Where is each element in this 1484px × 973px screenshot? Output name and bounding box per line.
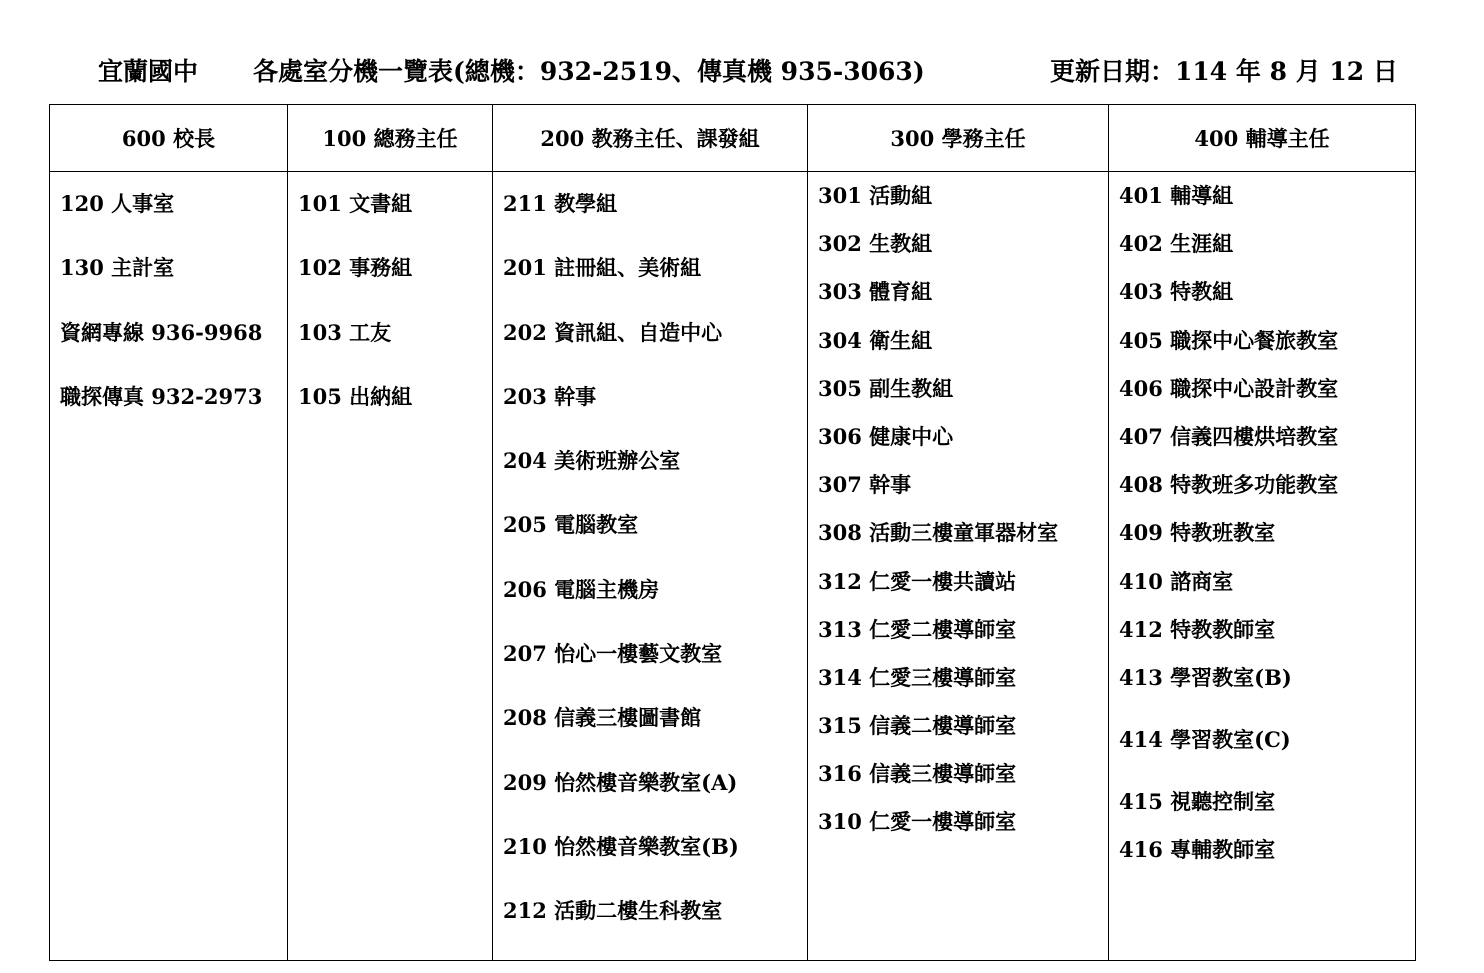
- list-item: 210 怡然樓音樂教室(B): [503, 833, 739, 859]
- column-cell-student-affairs: [808, 172, 1109, 961]
- list-item: 103 工友: [298, 319, 392, 345]
- list-item: 405 職探中心餐旅教室: [1119, 327, 1339, 353]
- list-item: 308 活動三樓童軍器材室: [818, 520, 1059, 546]
- list-item: 208 信義三樓圖書館: [503, 705, 702, 731]
- column-cell-general-affairs: [288, 172, 493, 961]
- column-cell-academic-affairs: [493, 172, 808, 961]
- list-item: 409 特教班教室: [1119, 520, 1276, 546]
- list-item: 201 註冊組、美術組: [503, 255, 702, 281]
- list-item: 105 出納組: [298, 383, 413, 409]
- list-item: 204 美術班辦公室: [503, 448, 681, 474]
- list-item: 413 學習教室(B): [1119, 664, 1292, 690]
- column-heading-counseling: 400 輔導主任: [1109, 105, 1416, 172]
- column-heading-principal: 600 校長: [50, 105, 288, 172]
- list-item: 職探傳真 932-2973: [60, 383, 263, 409]
- list-item: 304 衛生組: [818, 327, 933, 353]
- list-item: 408 特教班多功能教室: [1119, 472, 1339, 498]
- list-item: 401 輔導組: [1119, 183, 1234, 208]
- list-item: 205 電腦教室: [503, 512, 639, 538]
- school-name: 宜蘭國中: [98, 57, 199, 86]
- list-item: 202 資訊組、自造中心: [503, 319, 723, 345]
- column-heading-student-affairs: 300 學務主任: [808, 105, 1109, 172]
- column-heading-general-affairs: 100 總務主任: [288, 105, 493, 172]
- list-item: 130 主計室: [60, 255, 175, 281]
- list-item: 314 仁愛三樓導師室: [818, 664, 1017, 690]
- list-item: 415 視聽控制室: [1119, 788, 1276, 814]
- list-item: 312 仁愛一樓共讀站: [818, 568, 1017, 594]
- list-item: 203 幹事: [503, 383, 597, 409]
- document-header: [0, 52, 1484, 92]
- list-item: 416 專輔教師室: [1119, 837, 1276, 863]
- list-item: 102 事務組: [298, 255, 413, 281]
- list-item: 306 健康中心: [818, 423, 954, 449]
- header-row: [50, 105, 1416, 172]
- list-item: 302 生教組: [818, 231, 933, 257]
- list-item: 307 幹事: [818, 472, 912, 498]
- list-item: 206 電腦主機房: [503, 576, 660, 602]
- list-item: 407 信義四樓烘培教室: [1119, 423, 1339, 449]
- list-item: 207 怡心一樓藝文教室: [503, 641, 723, 667]
- document-title: 各處室分機一覽表(總機：932-2519、傳真機 935-3063): [253, 57, 925, 86]
- list-item: 403 特教組: [1119, 279, 1234, 305]
- list-item: 310 仁愛一樓導師室: [818, 809, 1017, 835]
- list-item: 315 信義二樓導師室: [818, 713, 1017, 739]
- update-date: 更新日期：114 年 8 月 12 日: [1050, 57, 1398, 86]
- extension-directory-table: [49, 104, 1416, 961]
- list-item: 212 活動二樓生科教室: [503, 898, 723, 924]
- list-item: 305 副生教組: [818, 375, 954, 401]
- list-item: 303 體育組: [818, 279, 933, 305]
- column-heading-academic-affairs: 200 教務主任、課發組: [493, 105, 808, 172]
- list-item: 301 活動組: [818, 183, 933, 208]
- list-item: 402 生涯組: [1119, 231, 1234, 257]
- list-item: 414 學習教室(C): [1119, 726, 1291, 752]
- list-item: 120 人事室: [60, 191, 175, 216]
- list-item: 資網專線 936-9968: [60, 319, 263, 345]
- column-cell-counseling: [1109, 172, 1416, 961]
- list-item: 211 教學組: [503, 191, 618, 216]
- list-item: 101 文書組: [298, 191, 413, 216]
- list-item: 406 職探中心設計教室: [1119, 375, 1339, 401]
- list-item: 316 信義三樓導師室: [818, 761, 1017, 787]
- list-item: 412 特教教師室: [1119, 616, 1276, 642]
- list-item: 209 怡然樓音樂教室(A): [503, 769, 738, 795]
- list-item: 410 諮商室: [1119, 568, 1234, 594]
- column-cell-principal: [50, 172, 288, 961]
- body-row: [50, 172, 1416, 961]
- list-item: 313 仁愛二樓導師室: [818, 616, 1017, 642]
